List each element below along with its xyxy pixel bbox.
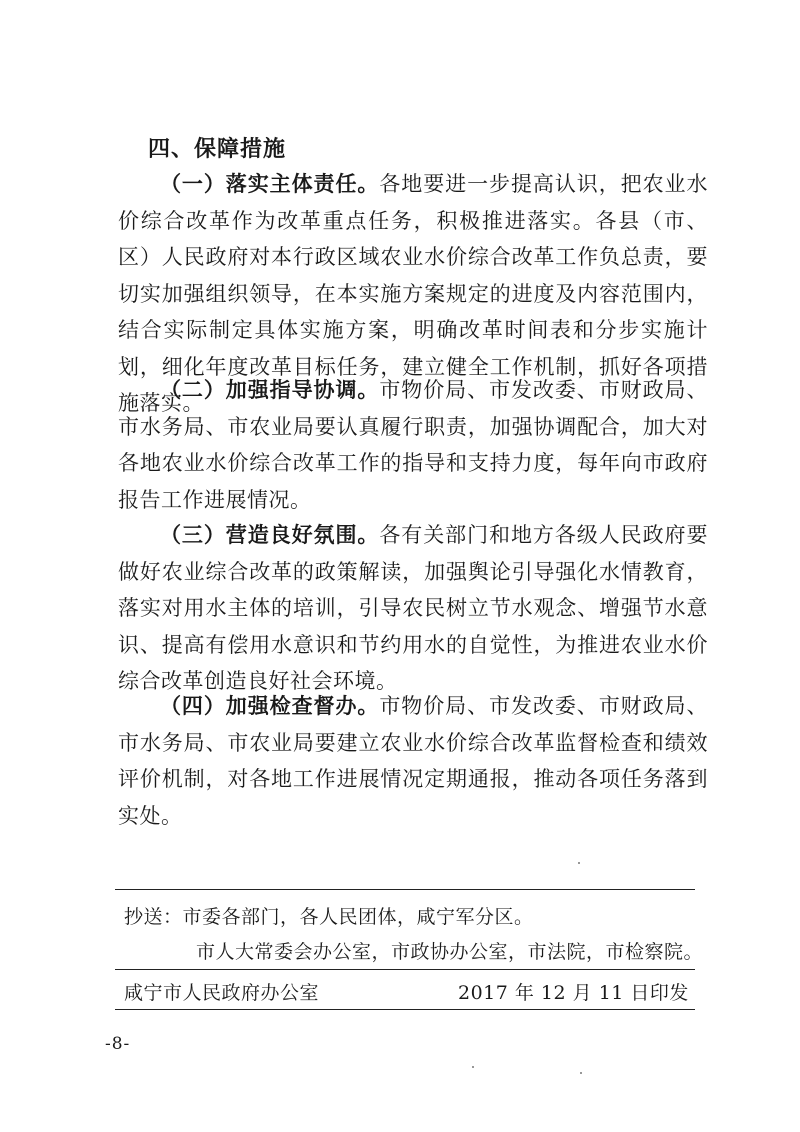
page-number: -8-: [105, 1034, 131, 1054]
paragraph-4-body: 市物价局、市发改委、市财政局、市水务局、市农业局要建立农业水价综合改革监督检查和绩效评价机制，对各地工作进展情况定期通报，推动各项任务落到实处。: [118, 694, 708, 828]
paragraph-1-body: 各地要进一步提高认识，把农业水价综合改革作为改革重点任务，积极推进落实。各县（市、区）人民政府对本行政区域农业水价综合改革工作负总责，要切实加强组织领导，在本实施方案规定的进度及内容范围内，结合实际制定具体实施方案，明确改革时间表和分步实施计划，细化年度改革目标任务，建立健全工作机制，抓好各项措施落实。: [118, 172, 708, 415]
paragraph-2-body: 市物价局、市发改委、市财政局、市水务局、市农业局要认真履行职责，加强协调配合，加大对各地农业水价综合改革工作的指导和支持力度，每年向市政府报告工作进展情况。: [118, 378, 708, 512]
scan-speck: [472, 1066, 474, 1068]
issue-date: 2017 年 12 月 11 日印发: [458, 982, 689, 1004]
footer-rule-middle: [115, 969, 695, 970]
issuing-office: 咸宁市人民政府办公室: [124, 982, 320, 1004]
section-heading: 四、保障措施: [148, 137, 287, 162]
paragraph-2: [118, 372, 708, 518]
paragraph-3-lead: （三）营造良好氛围。: [160, 523, 380, 547]
paragraph-4-lead: （四）加强检查督办。: [160, 694, 380, 718]
paragraph-3-body: 各有关部门和地方各级人民政府要做好农业综合改革的政策解读，加强舆论引导强化水情教育，落实对用水主体的培训，引导农民树立节水观念、增强节水意识、提高有偿用水意识和节约用水的自觉性，为推进农业水价综合改革创造良好社会环境。: [118, 523, 708, 693]
paragraph-3: [118, 517, 708, 700]
scan-speck: [578, 862, 580, 864]
paragraph-2-lead: （二）加强指导协调。: [160, 378, 380, 402]
footer-rule-bottom: [115, 1009, 695, 1010]
cc-line-2: 市人大常委会办公室，市政协办公室，市法院，市检察院。: [196, 941, 704, 963]
paragraph-4: [118, 688, 708, 834]
paragraph-1-lead: （一）落实主体责任。: [160, 172, 380, 196]
footer-rule-top: [115, 889, 695, 890]
scan-speck: [580, 1072, 582, 1074]
cc-line-1: 抄送：市委各部门，各人民团体，咸宁军分区。: [124, 906, 534, 928]
